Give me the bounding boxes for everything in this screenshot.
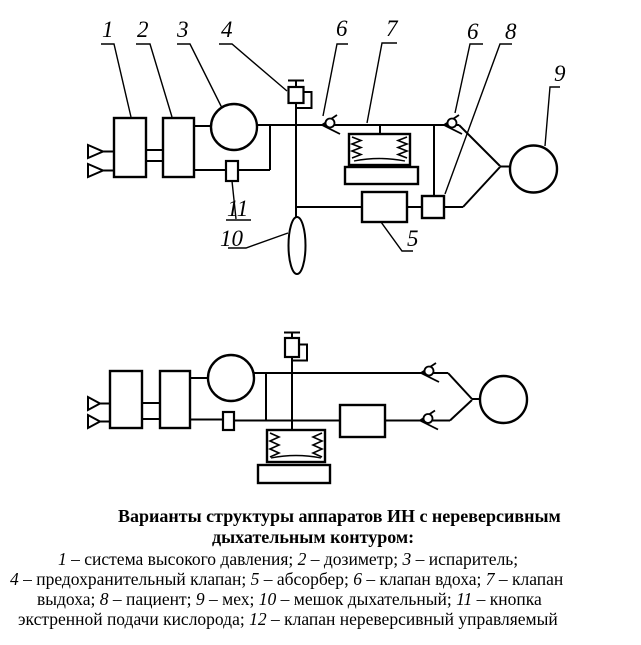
exhale-valve [345, 134, 418, 184]
legend-item-number: 11 [456, 589, 473, 609]
label-8: 8 [505, 19, 517, 44]
label-9: 9 [554, 61, 566, 86]
diagram-bottom [0, 330, 641, 500]
legend-item-text: – клапан вдоха; [362, 569, 486, 589]
legend-item-text: – кнопка [472, 589, 542, 609]
legend-item-number: 2 [297, 549, 307, 569]
legend-item-text: – предохранительный клапан; [18, 569, 251, 589]
label-4: 4 [221, 17, 233, 42]
legend-item-number: 10 [258, 589, 277, 609]
gas-inlet-icon [88, 397, 100, 428]
legend-item-number: 1 [58, 549, 67, 569]
legend-item-number: 12 [249, 609, 267, 629]
legend-item-text: экстренной подачи кислорода; [18, 609, 250, 629]
legend-item-number: 6 [353, 569, 362, 589]
bellows-circle [510, 146, 557, 193]
legend-item-number: 3 [402, 549, 412, 569]
absorber-box [362, 192, 407, 222]
caption-title-line-1: Варианты структуры аппаратов ИН с нереверсивным [118, 506, 561, 526]
legend-item-number: 8 [99, 589, 109, 609]
label-7: 7 [386, 16, 398, 41]
oxygen-flush-button [223, 412, 234, 430]
dosimeter-box [160, 371, 190, 428]
vaporizer-circle [211, 104, 257, 150]
legend-item-text: – мех; [204, 589, 259, 609]
legend-line-1 [58, 549, 518, 569]
patient-circle [480, 376, 527, 423]
legend-item-number: 5 [250, 569, 260, 589]
label-11: 11 [227, 196, 249, 221]
legend-item-text: – клапан [494, 569, 564, 589]
legend-line-4 [18, 609, 558, 629]
label-6a: 6 [336, 16, 348, 41]
label-10: 10 [220, 226, 243, 251]
legend-item-text: – мешок дыхательный; [276, 589, 457, 609]
label-1: 1 [102, 17, 114, 42]
safety-valve [288, 81, 312, 109]
caption-title-line-2: дыхательным контуром: [212, 527, 415, 547]
label-6b: 6 [467, 19, 479, 44]
legend-item-number: 7 [485, 569, 495, 589]
absorber-box [340, 405, 385, 437]
legend-item-text: – дозиметр; [306, 549, 403, 569]
legend-item-text: – клапан нереверсивный управляемый [266, 609, 558, 629]
vaporizer-circle [208, 355, 254, 401]
legend-item-text: – пациент; [108, 589, 196, 609]
legend-item-text: – испаритель; [411, 549, 519, 569]
legend-item-number: 4 [10, 569, 19, 589]
legend-item-text: – система высокого давления; [66, 549, 298, 569]
high-pressure-system-box [110, 371, 142, 428]
legend-item-text: выдоха; [37, 589, 100, 609]
legend-line-3 [37, 589, 542, 609]
label-2: 2 [137, 17, 149, 42]
exhale-valve [258, 430, 330, 483]
legend-item-number: 9 [195, 589, 205, 609]
gas-inlet-icon [88, 145, 103, 177]
breathing-bag [289, 217, 306, 274]
legend-item-text: – абсорбер; [259, 569, 354, 589]
label-3: 3 [177, 17, 189, 42]
label-5: 5 [407, 226, 419, 251]
dosimeter-box [163, 118, 194, 177]
oxygen-flush-button [226, 161, 238, 181]
legend-line-2 [10, 569, 563, 589]
high-pressure-system-box [114, 118, 146, 177]
safety-valve [284, 333, 307, 361]
patient-box [422, 196, 444, 218]
